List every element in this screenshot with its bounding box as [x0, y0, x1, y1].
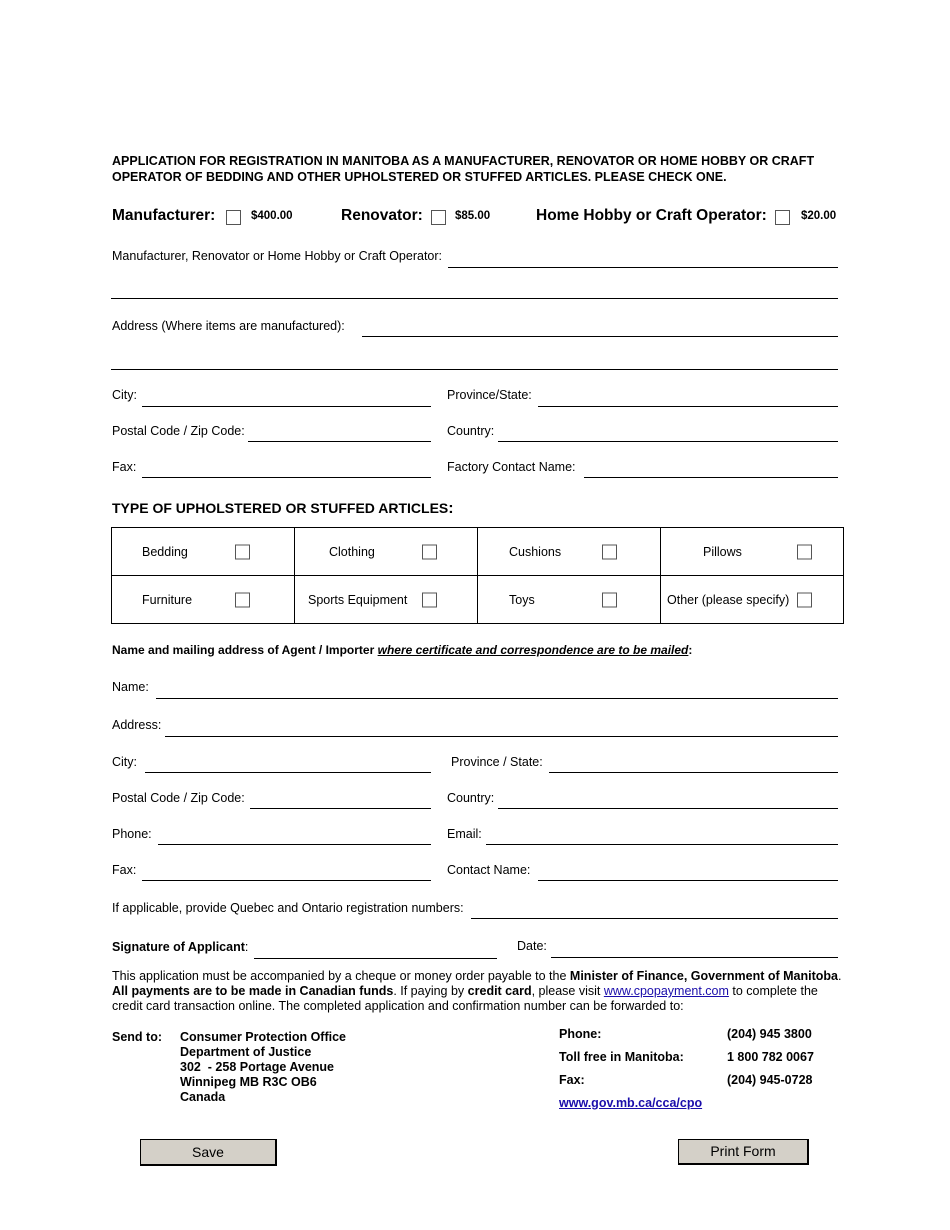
save-button[interactable]: Save [140, 1139, 277, 1166]
sports-equipment-checkbox[interactable] [422, 592, 437, 607]
agent-email-field[interactable] [486, 844, 838, 845]
address-field[interactable] [362, 336, 838, 337]
type-cell-pillows [661, 528, 844, 576]
type-cell-toys [478, 576, 661, 624]
qc-on-registration-label: If applicable, provide Quebec and Ontario registration numbers: [112, 901, 464, 915]
furniture-checkbox[interactable] [235, 592, 250, 607]
types-heading: TYPE OF UPHOLSTERED OR STUFFED ARTICLES: [112, 500, 454, 517]
send-to-line: Canada [180, 1090, 226, 1104]
type-label-furniture: Furniture [142, 592, 193, 607]
agent-contact-label: Contact Name: [447, 863, 531, 877]
manufacturer-price: $400.00 [251, 210, 293, 222]
hobby-label: Home Hobby or Craft Operator: [536, 207, 767, 224]
agent-province-field[interactable] [549, 772, 838, 773]
agent-phone-field[interactable] [158, 844, 431, 845]
type-label-pillows: Pillows [703, 544, 742, 559]
print-form-button[interactable]: Print Form [678, 1139, 809, 1165]
bedding-checkbox[interactable] [235, 544, 250, 559]
agent-fax-label: Fax: [112, 863, 137, 877]
payment-notice: This application must be accompanied by a cheque or money order payable to the Minister of Finance, Government of Manitoba. All payments are to be made in Canadian funds. If paying by credit card, please visit www.cpopayment.com to complete the credit card transaction online. The completed application and confirmation number can be forwarded to: [112, 969, 842, 1013]
type-cell-furniture [112, 576, 295, 624]
postal-code-field[interactable] [248, 441, 431, 442]
type-cell-other [661, 576, 844, 624]
agent-fax-field[interactable] [142, 880, 431, 881]
operator-name-label: Manufacturer, Renovator or Home Hobby or Craft Operator: [112, 249, 443, 263]
factory-contact-label: Factory Contact Name: [447, 460, 576, 474]
postal-code-label: Postal Code / Zip Code: [112, 424, 245, 438]
send-to-address [180, 1030, 346, 1105]
renovator-checkbox[interactable] [431, 210, 446, 225]
send-to-line: Department of Justice [180, 1045, 312, 1059]
country-label: Country: [447, 424, 495, 438]
type-label-toys: Toys [509, 592, 535, 607]
type-label-other: Other (please specify) [667, 592, 790, 607]
type-cell-clothing [295, 528, 478, 576]
agent-name-field[interactable] [156, 698, 838, 699]
operator-name-field[interactable] [448, 267, 838, 268]
city-field[interactable] [142, 406, 431, 407]
renovator-label: Renovator: [341, 207, 423, 224]
other-checkbox[interactable] [797, 592, 812, 607]
signature-label: Signature of Applicant: [112, 940, 249, 954]
type-label-sports: Sports Equipment [308, 592, 408, 607]
agent-postal-label: Postal Code / Zip Code: [112, 791, 245, 805]
tollfree-value: 1 800 782 0067 [727, 1050, 814, 1064]
agent-email-label: Email: [447, 827, 482, 841]
fax-contact-label: Fax: [559, 1073, 585, 1087]
agent-address-label: Address: [112, 718, 162, 732]
tollfree-label: Toll free in Manitoba: [559, 1050, 684, 1064]
qc-on-registration-field[interactable] [471, 918, 838, 919]
manufacturer-checkbox[interactable] [226, 210, 241, 225]
agent-phone-label: Phone: [112, 827, 152, 841]
fax-field[interactable] [142, 477, 431, 478]
agent-contact-field[interactable] [538, 880, 838, 881]
factory-contact-field[interactable] [584, 477, 838, 478]
type-label-clothing: Clothing [329, 544, 375, 559]
agent-name-label: Name: [112, 680, 149, 694]
agent-city-label: City: [112, 755, 137, 769]
type-label-cushions: Cushions [509, 544, 562, 559]
type-label-bedding: Bedding [142, 544, 188, 559]
type-cell-sports [295, 576, 478, 624]
agent-heading: Name and mailing address of Agent / Importer where certificate and correspondence are to be mailed: [112, 643, 693, 657]
toys-checkbox[interactable] [602, 592, 617, 607]
address-label: Address (Where items are manufactured): [112, 319, 345, 333]
province-label: Province/State: [447, 388, 532, 402]
agent-province-label: Province / State: [451, 755, 543, 769]
send-to-line: Winnipeg MB R3C OB6 [180, 1075, 317, 1089]
clothing-checkbox[interactable] [422, 544, 437, 559]
date-field[interactable] [551, 957, 838, 958]
province-field[interactable] [538, 406, 838, 407]
type-cell-bedding [112, 528, 295, 576]
send-to-line: 302 - 258 Portage Avenue [180, 1060, 335, 1074]
operator-name-field-2[interactable] [111, 298, 838, 299]
city-label: City: [112, 388, 137, 402]
fax-label: Fax: [112, 460, 137, 474]
agent-country-label: Country: [447, 791, 495, 805]
phone-label: Phone: [559, 1027, 602, 1041]
renovator-price: $85.00 [455, 210, 491, 222]
type-cell-cushions [478, 528, 661, 576]
phone-value: (204) 945 3800 [727, 1027, 812, 1041]
country-field[interactable] [498, 441, 838, 442]
hobby-checkbox[interactable] [775, 210, 790, 225]
agent-postal-field[interactable] [250, 808, 431, 809]
cushions-checkbox[interactable] [602, 544, 617, 559]
send-to-label: Send to: [112, 1030, 162, 1044]
agent-address-field[interactable] [165, 736, 838, 737]
send-to-line: Consumer Protection Office [180, 1030, 346, 1044]
agent-city-field[interactable] [145, 772, 431, 773]
website-link[interactable]: www.gov.mb.ca/cca/cpo [559, 1096, 703, 1110]
form-title: APPLICATION FOR REGISTRATION IN MANITOBA AS A MANUFACTURER, RENOVATOR OR HOME HOBBY OR CRAFT OPERATOR OF BEDDING AND OTHER UPHOLSTERED OR STUFFED ARTICLES. PLEASE CHECK ONE. [112, 154, 815, 184]
agent-country-field[interactable] [498, 808, 838, 809]
signature-field[interactable] [254, 958, 497, 959]
hobby-price: $20.00 [801, 210, 837, 222]
date-label: Date: [517, 939, 547, 953]
pillows-checkbox[interactable] [797, 544, 812, 559]
address-field-2[interactable] [111, 369, 838, 370]
cpopayment-link[interactable]: www.cpopayment.com [603, 984, 729, 998]
manufacturer-label: Manufacturer: [112, 207, 216, 224]
types-table [111, 527, 844, 624]
fax-contact-value: (204) 945-0728 [727, 1073, 813, 1087]
